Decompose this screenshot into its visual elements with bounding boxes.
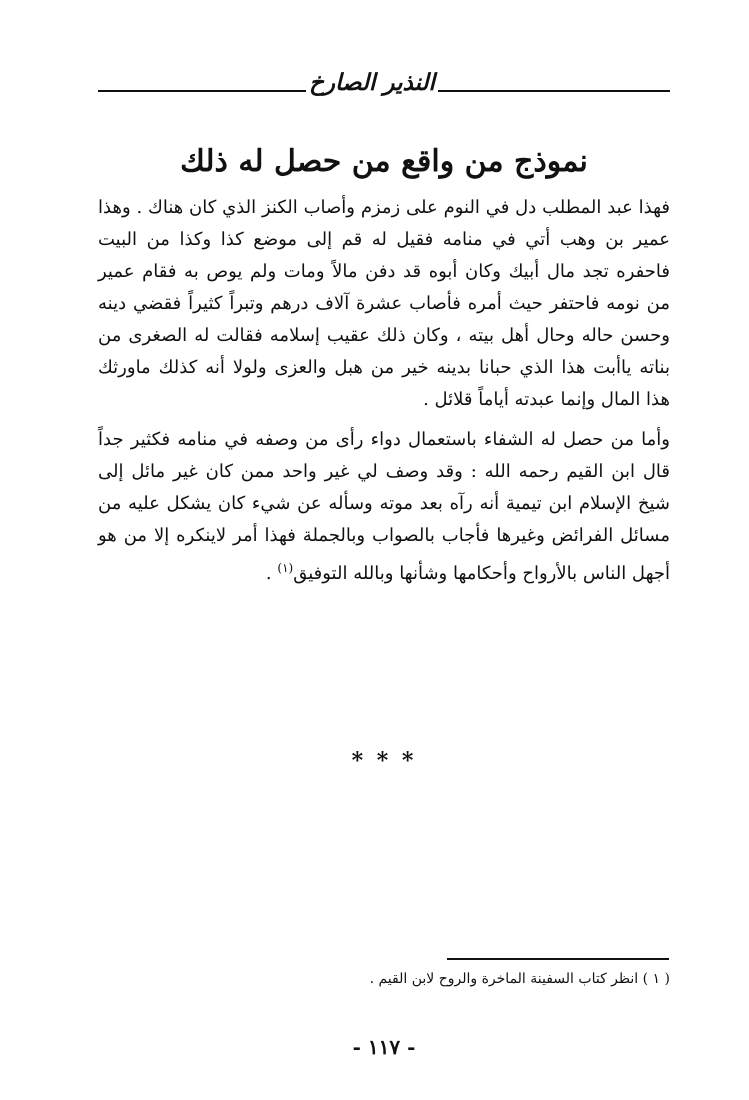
paragraph-2 [98, 424, 670, 590]
running-header-title: النذير الصارخ [309, 69, 435, 96]
paragraph-2-end: . [265, 563, 278, 584]
section-title: نموذج من واقع من حصل له ذلك [180, 144, 588, 179]
paragraph-1: فهذا عبد المطلب دل في النوم على زمزم وأصاب الكنز الذي كان هناك . وهذا عمير بن وهب أتي في منامه فقيل له قم إلى موضع كذا وكذا من البيت فاحفره تجد مال أبيك وكان أبوه قد دفن مالاً ومات ولم يوص به فقام عمير من نومه فاحتفر حيث أمره فأصاب عشرة آلاف درهم وتبراً كثيراً فقضي دينه وحسن حاله وحال أهل بيته ، وكان ذلك عقيب إسلامه فقالت له الصغرى من بناته ياأبت هذا الذي حبانا بدينه خير من هبل والعزى ولولا أنه كذلك ماورثك هذا المال وإنما عبدته أياماً قلائل . [98, 197, 670, 410]
header-rule-left [98, 90, 306, 92]
running-header [98, 66, 670, 100]
footnote-marker[interactable]: (١) [277, 561, 294, 575]
header-rule-right [438, 90, 670, 92]
paragraph-2-text: وأما من حصل له الشفاء باستعمال دواء رأى من وصفه في منامه فكثير جداً قال ابن القيم رحمه الله : وقد وصف لي غير واحد ممن كان غير مائل إلى شيخ الإسلام ابن تيمية أنه رآه بعد موته وسأله عن شيء كان يشكل عليه من مسائل الفرائض وغيرها فأجاب بالصواب وبالجملة فهذا أمر لاينكره إلا من هو أجهل الناس بالأرواح وأحكامها وشأنها وبالله التوفيق [98, 429, 670, 584]
page-number: - ١١٧ - [352, 1035, 416, 1059]
body-text [98, 192, 670, 590]
footnote: ( ١ ) انظر كتاب السفينة الماخرة والروح لابن القيم . [369, 971, 670, 987]
section-separator: * * * [351, 748, 417, 774]
footnote-rule [447, 958, 669, 960]
